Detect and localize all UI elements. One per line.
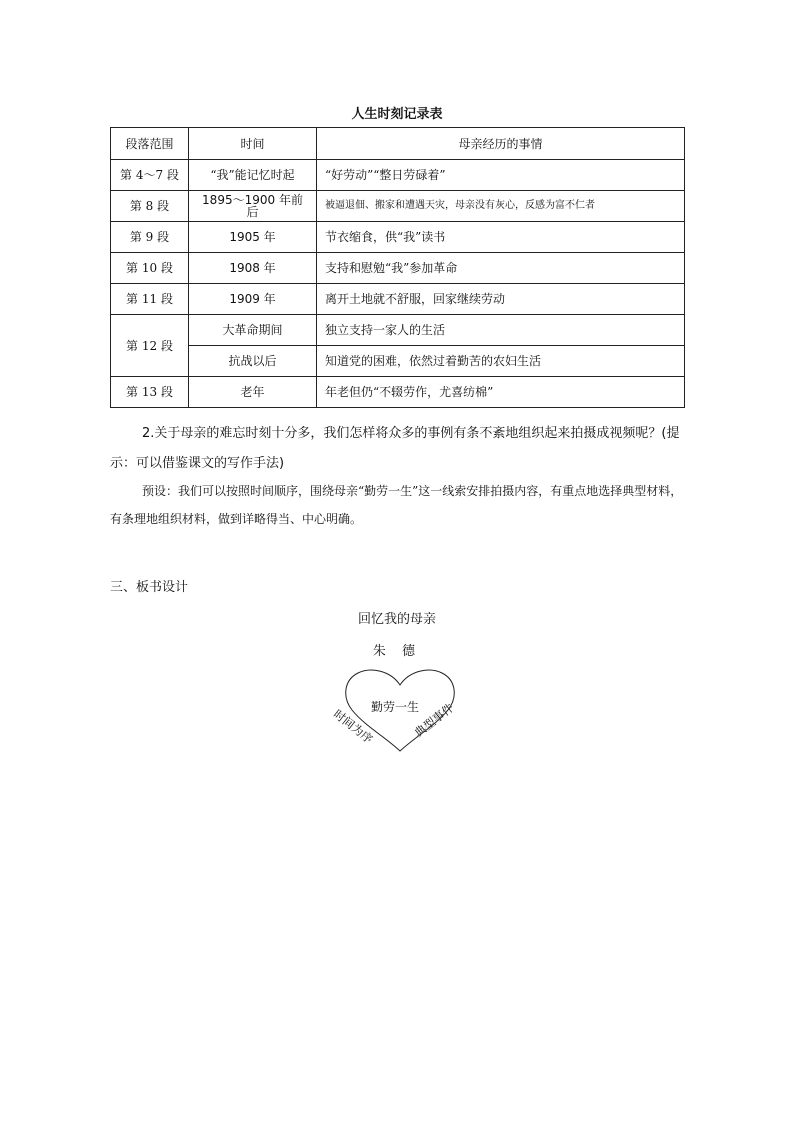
cell-time: 1895～1900 年前后 [189, 191, 317, 222]
table-header-row [111, 128, 685, 160]
table-row [111, 160, 685, 191]
cell-range: 第 9 段 [111, 222, 189, 253]
cell-event: 知道党的困难，依然过着勤苦的农妇生活 [317, 346, 685, 377]
cell-event: 年老但仍“不辍劳作，尤喜纺棉” [317, 377, 685, 408]
heart-center-text: 勤劳一生 [371, 700, 420, 714]
table-row [111, 191, 685, 222]
heart-left-text: 时间为序 [330, 706, 376, 747]
table-row [111, 346, 685, 377]
cell-time: 大革命期间 [189, 315, 317, 346]
answer-paragraph: 预设：我们可以按照时间顺序，围绕母亲“勤劳一生”这一线索安排拍摄内容，有重点地选择典型材料，有条理地组织材料，做到详略得当、中心明确。 [110, 484, 683, 526]
cell-time: 1909 年 [189, 284, 317, 315]
cell-range: 第 13 段 [111, 377, 189, 408]
cell-time: “我”能记忆时起 [189, 160, 317, 191]
cell-time: 老年 [189, 377, 317, 408]
cell-event: 支持和慰勉“我”参加革命 [317, 253, 685, 284]
cell-event: 独立支持一家人的生活 [317, 315, 685, 346]
question-paragraph: 2.关于母亲的难忘时刻十分多，我们怎样将众多的事例有条不紊地组织起来拍摄成视频呢？(提示：可以借鉴课文的写作手法) [110, 426, 680, 471]
table-row [111, 222, 685, 253]
header-time: 时间 [189, 128, 317, 160]
table-row [111, 253, 685, 284]
heart-right-text: 典型事件 [411, 700, 457, 740]
table-row [111, 377, 685, 408]
board-author: 朱 德 [372, 644, 422, 659]
board-title: 回忆我的母亲 [357, 612, 436, 627]
cell-event: 节衣缩食，供“我”读书 [317, 222, 685, 253]
cell-range: 第 8 段 [111, 191, 189, 222]
table-row [111, 315, 685, 346]
cell-time: 抗战以后 [189, 346, 317, 377]
cell-range: 第 11 段 [111, 284, 189, 315]
table-row [111, 284, 685, 315]
cell-event: “好劳动”“整日劳碌着” [317, 160, 685, 191]
cell-time: 1908 年 [189, 253, 317, 284]
header-event: 母亲经历的事情 [317, 128, 685, 160]
cell-range: 第 10 段 [111, 253, 189, 284]
cell-event: 被逼退佃、搬家和遭遇天灾，母亲没有灰心，反感为富不仁者 [317, 191, 685, 222]
cell-event: 离开土地就不舒服，回家继续劳动 [317, 284, 685, 315]
section-heading: 三、板书设计 [110, 580, 189, 595]
cell-time: 1905 年 [189, 222, 317, 253]
cell-range: 第 4～7 段 [111, 160, 189, 191]
life-moments-table [110, 127, 685, 408]
header-range: 段落范围 [111, 128, 189, 160]
cell-range: 第 12 段 [111, 315, 189, 377]
table-title: 人生时刻记录表 [351, 107, 443, 122]
